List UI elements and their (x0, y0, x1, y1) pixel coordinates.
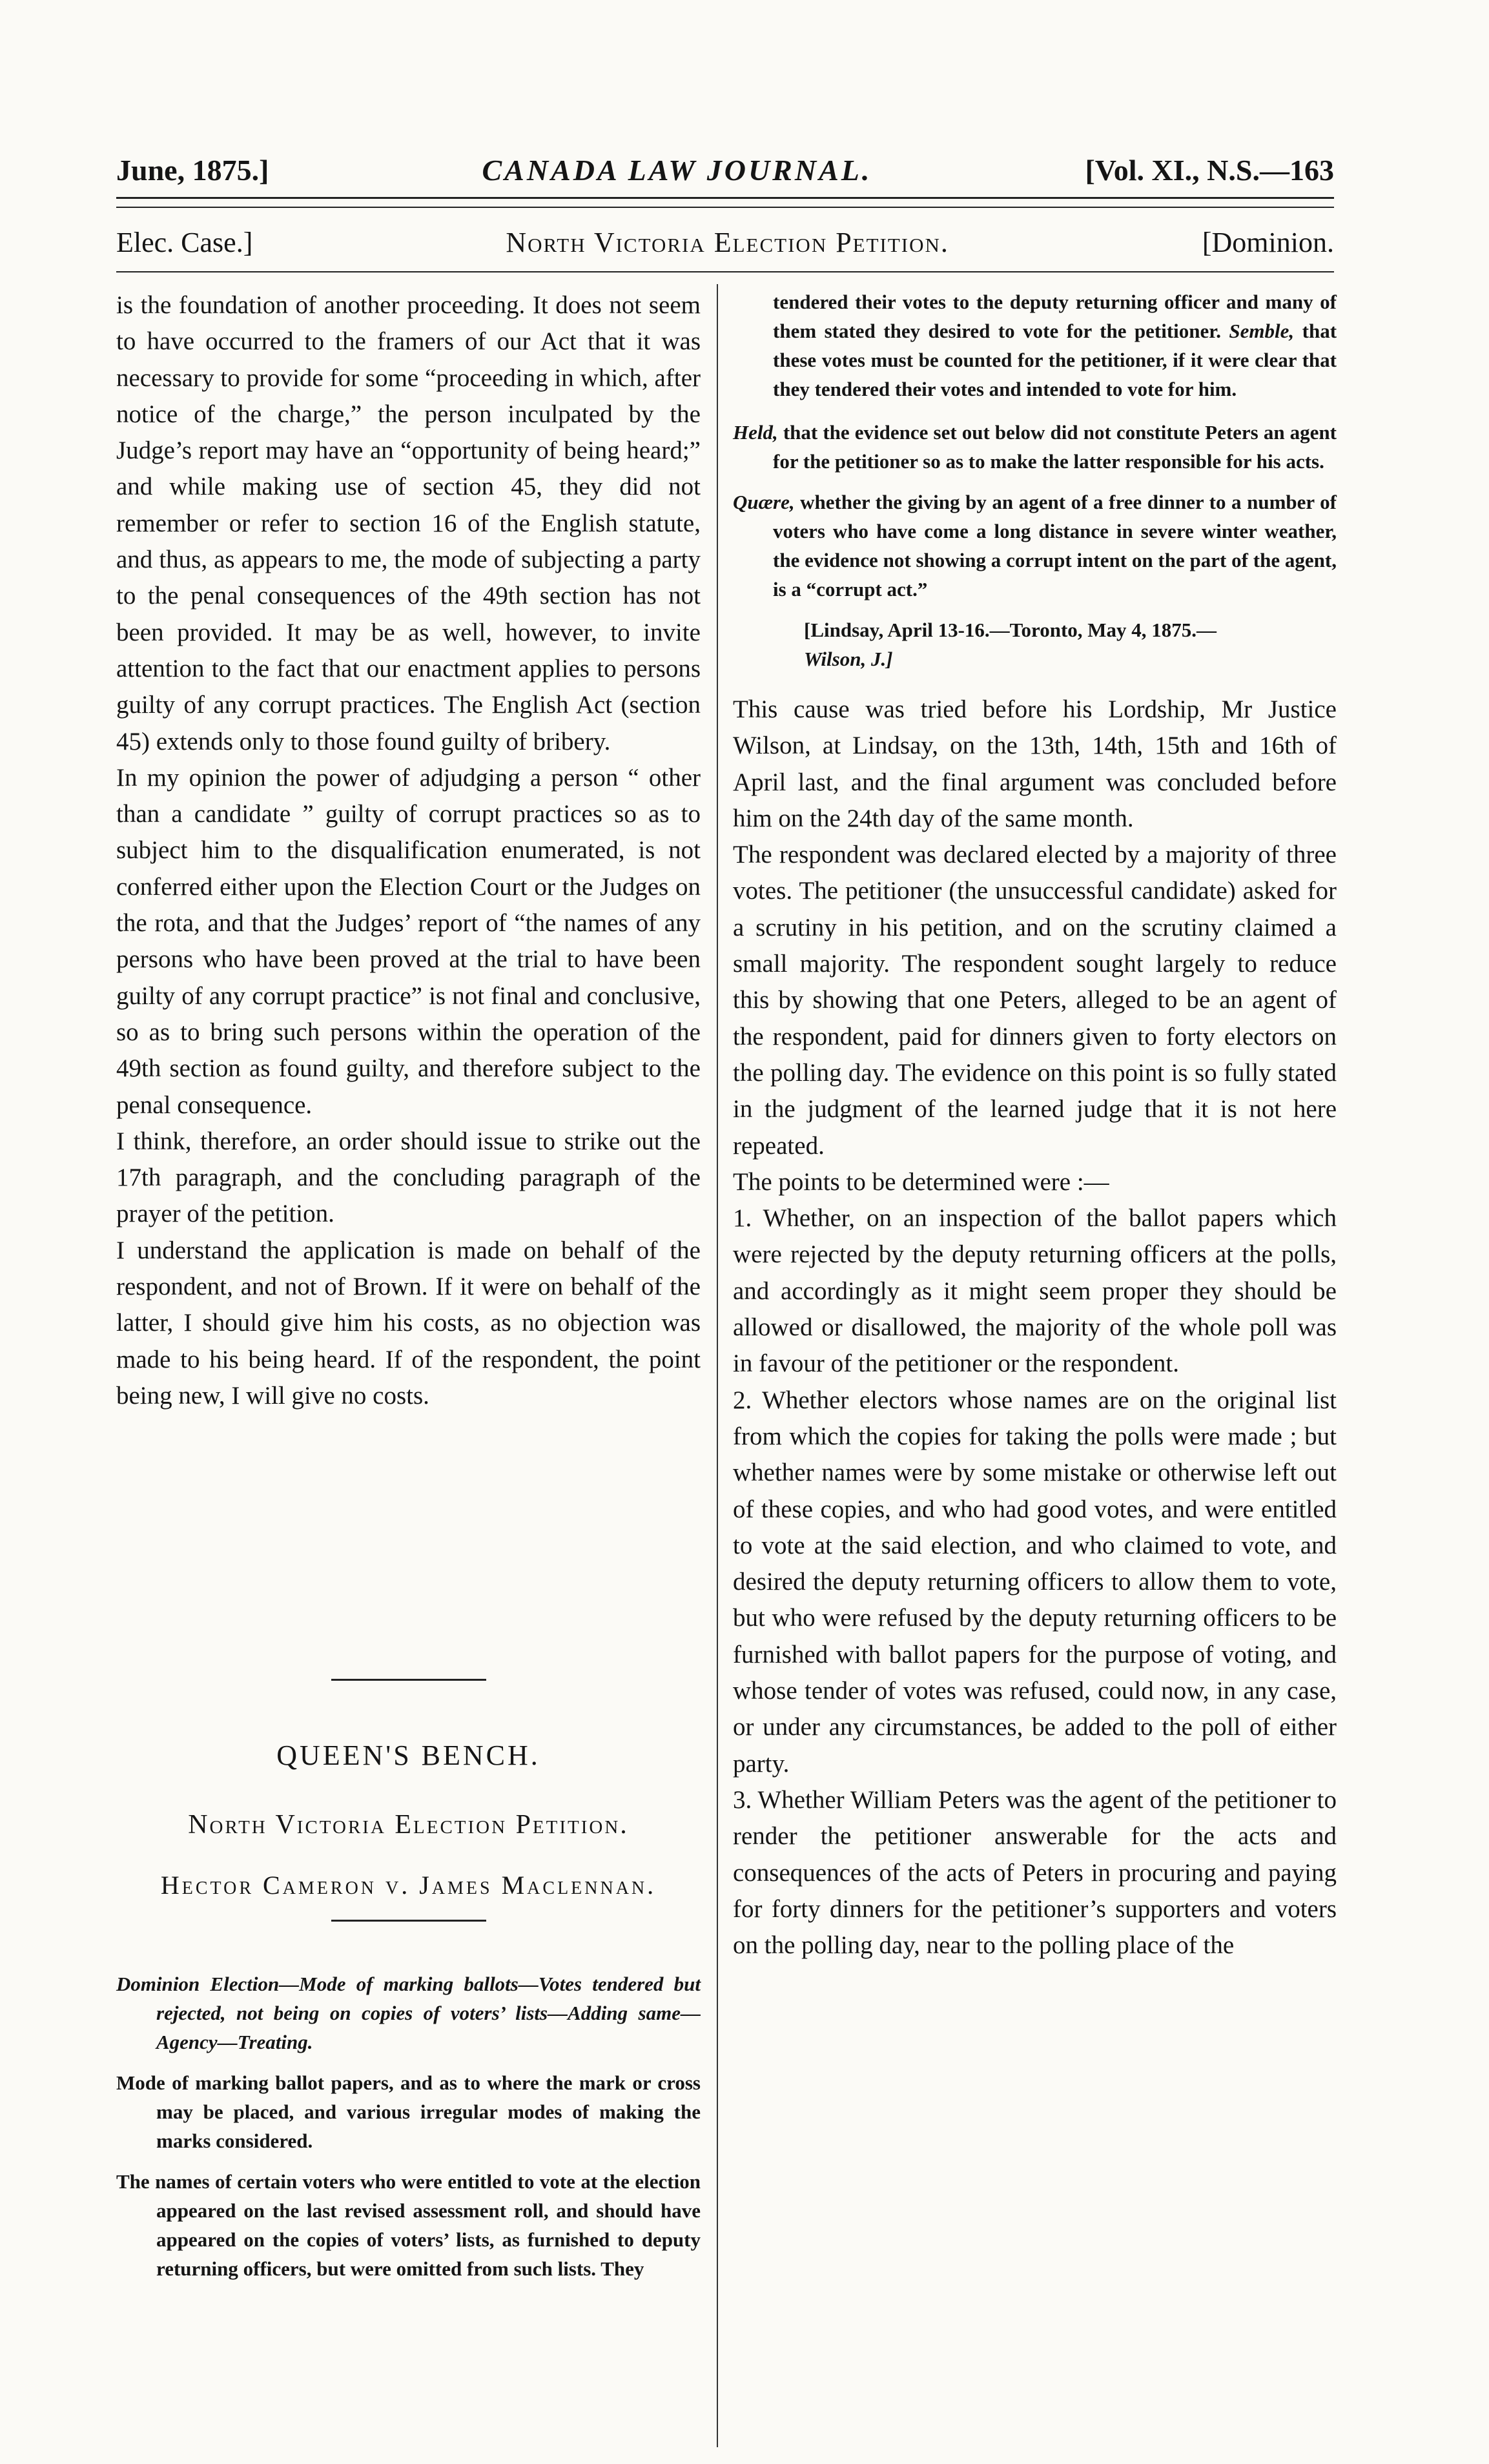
section-head (116, 223, 1334, 262)
citation-judge: Wilson, J.] (804, 648, 893, 670)
point-1: 1. Whether, on an inspection of the ballot papers which were rejected by the deputy returning officers at the polls, and accordingly as it might seem proper they should be allowed or disallowed, the majority of the whole poll was in favour of the petitioner or the respondent. (733, 1204, 1337, 1378)
left-column (116, 287, 701, 1414)
right-paragraph-1: This cause was tried before his Lordship, Mr Justice Wilson, at Lindsay, on the 13th, 14th, 15th and 16th of April last, and the final argument was concluded before him on the 24th day of the same month. (733, 695, 1337, 832)
held-note (733, 418, 1337, 476)
point-2: 2. Whether electors whose names are on the original list from which the copies for taking the polls were made ; but whether names were by some mistake or otherwise left out of these copies, and who had good votes, and were entitled to vote at the said election, and who claimed to vote, and desired the deputy returning officers to allow them to vote, but who were refused by the deputy returning officers to be furnished with ballot papers for the purpose of voting, and whose tender of votes was refused, could now, in any case, or under any circumstances, be added to the poll of either party. (733, 1386, 1337, 1778)
right-body (733, 692, 1337, 1964)
column-divider (717, 284, 718, 2447)
quaere-text: whether the giving by an agent of a free dinner to a number of voters who have come a long distance in severe winter weather, the evidence not showing a corrupt intent on the part of the agent, is a “corrupt act.” (773, 491, 1337, 601)
left-paragraph-3: I think, therefore, an order should issue to strike out the 17th paragraph, and the concluding paragraph of the prayer of the petition. (116, 1127, 701, 1228)
issue-date: June, 1875.] (116, 153, 269, 187)
quaere-note (733, 488, 1337, 604)
citation-text: [Lindsay, April 13-16.—Toronto, May 4, 1875.— (804, 619, 1217, 641)
semble-label: Semble, (1229, 320, 1295, 342)
case-title: North Victoria Election Petition. (188, 1810, 629, 1840)
case-parties: Hector Cameron v. James Maclennan. (160, 1871, 657, 1900)
court-name: QUEEN'S BENCH. (276, 1740, 540, 1771)
court-jurisdiction: [Dominion. (1202, 226, 1334, 258)
right-column (733, 287, 1337, 1964)
case-name: North Victoria Election Petition. (506, 226, 949, 258)
left-paragraph-2: In my opinion the power of adjudging a person “ other than a candidate ” guilty of corrupt practices so as to subject him to the disqualification enumerated, is not conferred either upon the Election Court or the Judges on the rota, and that the Judges’ report of “the names of any persons who have been proved at the trial to have been guilty of any corrupt practice” is not final and conclusive, so as to bring such persons within the operation of the 49th section as found guilty, and therefore subject to the penal consequence. (116, 763, 701, 1119)
held-label: Held, (733, 421, 778, 444)
case-type: Elec. Case.] (116, 226, 253, 258)
headnote-continued (733, 287, 1337, 404)
quaere-label: Quære, (733, 491, 795, 513)
header-rule (116, 197, 1334, 199)
left-paragraph-1: is the foundation of another proceeding. It does not seem to have occurred to the framers of our Act that it was necessary to provide for some “proceeding in which, after notice of the charge,” the person inculpated by the Judge’s report may have an “opportunity of being heard;” and while making use of section 45, they did not remember or refer to section 16 of the English statute, and thus, as appears to me, the mode of subjecting a party to the penal consequences of the 49th section has not been provided. It may be as well, however, to invite attention to the fact that our enactment applies to persons guilty of any corrupt practices. The English Act (section 45) extends only to those found guilty of bribery. (116, 291, 701, 755)
held-text: that the evidence set out below did not constitute Peters an agent for the petitioner so as to make the latter responsible for his acts. (773, 421, 1337, 473)
header-rule-thin (116, 207, 1334, 208)
left-paragraph-4: I understand the application is made on behalf of the respondent, and not of Brown. If it were on behalf of the latter, I should give him his costs, as no objection was made to his being heard. If of the respondent, the point being new, I will give no costs. (116, 1236, 701, 1410)
section-rule (116, 271, 1334, 272)
point-3: 3. Whether William Peters was the agent of the petitioner to render the petitioner answerable for the acts and consequences of the acts of Peters in procuring and paying for forty dinners for the petitioner’s supporters and voters on the polling day, near to the polling place of the (733, 1785, 1337, 1960)
caption-rule-top (331, 1679, 486, 1681)
headnote-catchwords: Dominion Election—Mode of marking ballots—Votes tendered but rejected, not being on copies of voters’ lists—Adding same—Agency—Treating. (116, 1973, 701, 2053)
volume-page: [Vol. XI., N.S.—163 (1085, 153, 1334, 187)
case-caption (116, 1679, 701, 1922)
caption-rule-bottom (331, 1920, 486, 1922)
headnote-continued-text: tendered their votes to the deputy returning officer and many of them stated they desired to vote for the petitioner. (773, 291, 1337, 342)
journal-title: CANADA LAW JOURNAL. (482, 153, 872, 187)
right-paragraph-2: The respondent was declared elected by a majority of three votes. The petitioner (the unsuccessful candidate) asked for a scrutiny in his petition, and on the scrutiny claimed a small majority. The respondent sought largely to reduce this by showing that one Peters, alleged to be an agent of the respondent, paid for dinners given to forty electors on the polling day. The evidence on this point is so fully stated in the judgment of the learned judge that it is not here repeated. (733, 841, 1337, 1160)
headnote-omitted-voters: The names of certain voters who were entitled to vote at the election appeared on the last revised assessment roll, and should have appeared on the copies of voters’ lists, as furnished to deputy returning officers, but were omitted from such lists. They (116, 2170, 701, 2280)
semble-text: that these votes must be counted for the petitioner, if it were clear that they tendered their votes and intended to vote for him. (773, 320, 1337, 400)
points-title: The points to be determined were :— (733, 1167, 1109, 1196)
headnote-ballot-marking: Mode of marking ballot papers, and as to where the mark or cross may be placed, and various irregular modes of making the marks considered. (116, 2071, 701, 2152)
case-citation (733, 615, 1337, 673)
running-head (116, 147, 1334, 192)
headnote (116, 1969, 701, 2295)
